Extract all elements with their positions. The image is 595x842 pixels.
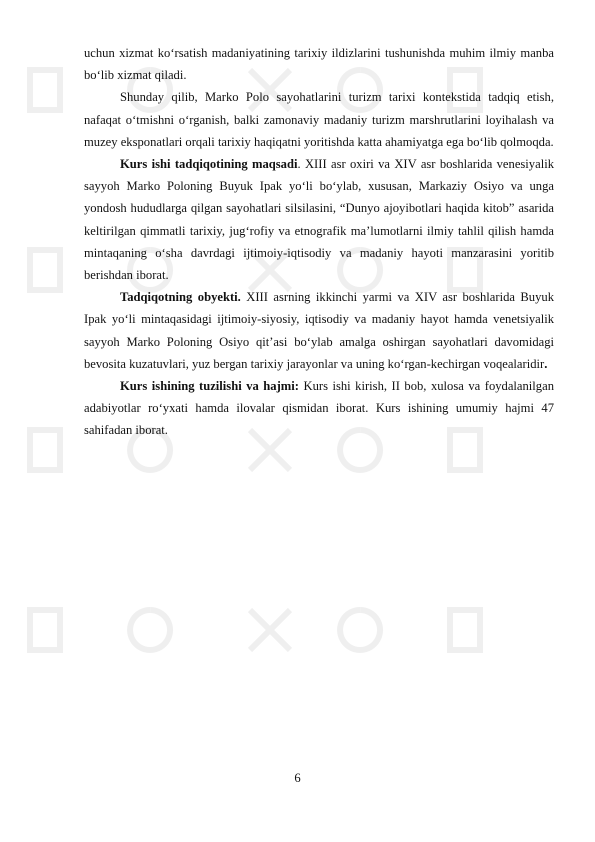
paragraph-text: Shunday qilib, Marko Polo sayohatlarini turizm tarixi kontekstida tadqiq etish, nafaqat o‘tmishni o‘rganish, balki zamonaviy madaniy turizm marshrutlarini loyihalash va muzey eksponatlari orqali tarixiy haqiqatni yoritishda katta ahamiyatga ega bo‘lib qolmoqda. <box>84 90 554 149</box>
paragraph-structure <box>84 375 554 442</box>
paragraph-conclusion <box>84 86 554 153</box>
paragraph-heading: Kurs ishining tuzilishi va hajmi: <box>120 379 299 394</box>
paragraph-heading: Tadqiqotning obyekti. <box>120 290 241 305</box>
page-number: 6 <box>294 771 301 785</box>
body-text <box>84 42 554 442</box>
paragraph-tail: . <box>544 356 548 371</box>
paragraph-intro-continuation <box>84 42 554 86</box>
paragraph-research-object <box>84 286 554 375</box>
paragraph-research-goal <box>84 153 554 286</box>
paragraph-text: uchun xizmat ko‘rsatish madaniyatining tarixiy ildizlarini tushunishda muhim ilmiy manba bo‘lib xizmat qiladi. <box>84 46 554 83</box>
paragraph-text: XIII asrning ikkinchi yarmi va XIV asr boshlarida Buyuk Ipak yo‘li mintaqasidagi ijtimoiy-siyosiy, iqtisodiy va madaniy hayot hamda venetsiyalik sayyoh Marko Poloning Osiyo qit’asi bo‘ylab amalga oshirgan sayohatlari davomidagi bevosita kuzatuvlari, yuz bergan tarixiy jarayonlar va uning ko‘rgan-kechirgan voqealaridir <box>84 290 554 371</box>
paragraph-text: . XIII asr oxiri va XIV asr boshlarida venesiyalik sayyoh Marko Poloning Buyuk Ipak yo‘li bo‘ylab, xususan, Markaziy Osiyo va unga yondosh hududlarga qilgan sayohatlari silsilasini, “Dunyo ajoyibotlari haqida kitob” asarida keltirilgan qimmatli tarixiy, jug‘rofiy va etnografik ma’lumotlarni ilmiy tahlil qilish hamda mintaqaning o‘sha davrdagi ijtimoiy-iqtisodiy va madaniy hayoti manzarasini yoritib berishdan iborat. <box>84 157 554 283</box>
paragraph-text: Kurs ishi kirish, II bob, xulosa va foydalanilgan adabiyotlar ro‘yxati hamda ilovalar qismidan iborat. Kurs ishining umumiy hajmi 47 sahifadan iborat. <box>84 379 554 438</box>
paragraph-heading: Kurs ishi tadqiqotining maqsadi <box>120 157 298 172</box>
